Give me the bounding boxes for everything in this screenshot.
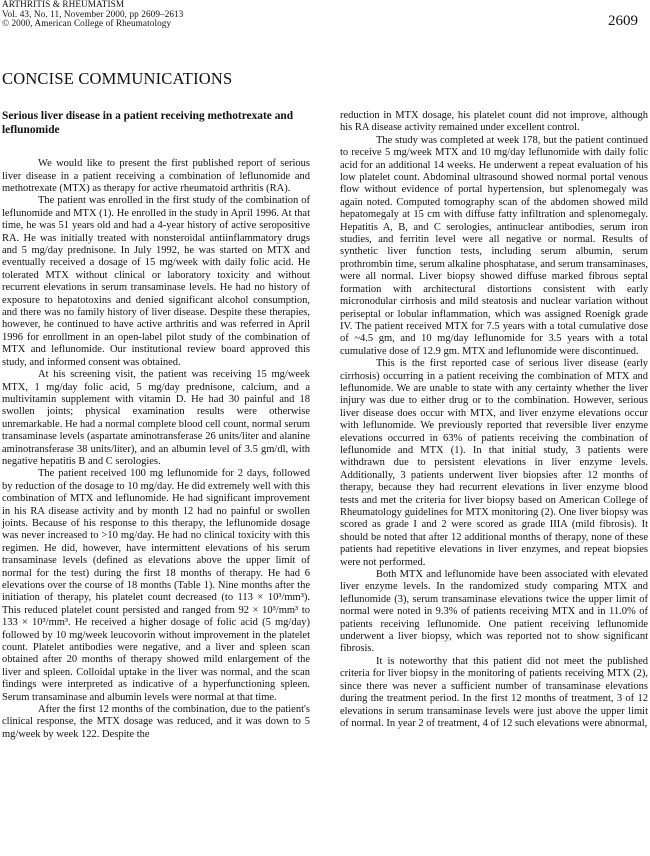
body-paragraph: The study was completed at week 178, but the patient continued to receive 5 mg/week MTX and 10 mg/day leflunomide with daily folic acid for an additional 14 weeks. He underwent a repeat evaluation of his low platelet count. Abdominal ultrasound showed normal portal venous flow without evidence of portal hypertension, but splenomegaly was again noted. Computed tomography scan of the abdomen showed mild hepatomegaly at 15 cm with diffuse fatty infiltration and splenomegaly. Hepatitis A, B, and C serologies, antinuclear antibodies, serum iron studies, and ferritin level were all negative or normal. Results of synthetic liver function tests, including serum albumin, serum prothrombin time, serum alkaline phosphatase, and serum transaminases, were all normal. Liver biopsy showed diffuse marked fibrous septal formation with architectural distortions consistent with early micronodular cirrhosis and mild steatosis and nuclear variation without periseptal or lobular inflammation, which was assigned Roenigk grade IV. The patient received MTX for 7.5 years with a total cumulative dose of ~4.5 gm, and 10 mg/day leflunomide for 3.5 years with a total cumulative dose of 12.9 gm. MTX and leflunomide were discontinued. [340, 134, 648, 357]
section-title: CONCISE COMMUNICATIONS [2, 69, 233, 88]
journal-volume-info: Vol. 43, No. 11, November 2000, pp 2609–2613 [2, 8, 184, 19]
left-column [2, 104, 310, 741]
page-number: 2609 [608, 13, 638, 29]
body-paragraph: The patient received 100 mg leflunomide for 2 days, followed by reduction of the dosage to 10 mg/day. He did extremely well with this combination of MTX and leflunomide. He had significant improvement in his RA disease activity and by month 12 had no painful or swollen joints. Because of his response to this therapy, the leflunomide dosage was never increased to >10 mg/day. He had no clinical toxicity with this regimen. He did, however, have intermittent elevations of his serum transaminase levels (defined as elevations above the upper limit of normal for the test) during the first 18 months of therapy. He had 6 elevations over the course of 18 months (Table 1). Nine months after the initiation of therapy, his platelet count decreased (to 113 × 10³/mm³). This reduced platelet count persisted and ranged from 92 × 10³/mm³ to 133 × 10³/mm³. He received a higher dosage of folic acid (5 mg/day) followed by 10 mg/week leucovorin without improvement in the platelet count. Platelet antibodies were negative, and a liver and spleen scan obtained after 20 months of therapy showed mild enlargement of the liver and spleen. Colloidal uptake in the liver was normal, and the scan findings were interpreted as indicative of a hyperfunctioning spleen. Serum transaminase and albumin levels were normal at that time. [2, 468, 310, 703]
body-paragraph-continued: reduction in MTX dosage, his platelet count did not improve, although his RA disease activity remained under excellent control. [340, 110, 648, 134]
article-title: Serious liver disease in a patient receiving methotrexate and leflunomide [2, 110, 294, 136]
body-paragraph: Both MTX and leflunomide have been associated with elevated liver enzyme levels. In the randomized study comparing MTX and leflunomide (3), serum transaminase elevations twice the upper limit of normal were noted in 9.3% of patients receiving MTX and in 11.0% of patients receiving leflunomide. One patient receiving leflunomide underwent a liver biopsy, which was reported not to show significant fibrosis. [340, 569, 648, 655]
body-paragraph: It is noteworthy that this patient did not meet the published criteria for liver biopsy in the monitoring of patients receiving MTX (2), since there was never a sufficient number of transaminase elevations during the treatment period. In the first 12 months of treatment, 3 of 12 elevations in serum transaminase levels were just above the upper limit of normal. In year 2 of treatment, 4 of 12 such elevations were abnormal, [340, 655, 648, 729]
journal-copyright: © 2000, American College of Rheumatology [2, 18, 172, 29]
body-paragraph: The patient was enrolled in the first study of the combination of leflunomide and MTX (1). He enrolled in the study in April 1996. At that time, he was 51 years old and had a 4-year history of active seropositive RA. He was initially treated with nonsteroidal antiinflammatory drugs and 5 mg/day prednisone. In July 1992, he was started on MTX and eventually received a dosage of 15 mg/week with daily folic acid. He tolerated MTX without clinical or laboratory toxicity and without recurrent elevations in serum transaminase levels. He had no history of exposure to hepatotoxins and denied significant alcohol consumption, and there was no family history of liver disease. Despite these therapies, however, he continued to have active arthritis and was referred in April 1996 for enrollment in an open-label pilot study of the combination of MTX and leflunomide. Our institutional review board approved this study, and informed consent was obtained. [2, 195, 310, 368]
right-column [340, 110, 648, 730]
body-paragraph: After the first 12 months of the combination, due to the patient's clinical response, the MTX dosage was reduced, and it was down to 5 mg/week by week 122. Despite the [2, 704, 310, 740]
journal-name: ARTHRITIS & RHEUMATISM [2, 0, 125, 9]
journal-header [2, 0, 648, 29]
body-paragraph: We would like to present the first published report of serious liver disease in a patient receiving a combination of leflunomide and methotrexate (MTX) as therapy for active rheumatoid arthritis (RA). [2, 158, 310, 194]
body-paragraph: At his screening visit, the patient was receiving 15 mg/week MTX, 1 mg/day folic acid, 5 mg/day prednisone, calcium, and a multivitamin supplement with vitamin D. He had 30 painful and 18 swollen joints; physical examination results were otherwise unremarkable. He had a normal complete blood cell count, normal serum transaminase levels (aspartate aminotransferase 26 units/liter and alanine aminotransferase 38 units/liter), and an albumin level of 3.5 gm/dl, with negative hepatitis B and C serologies. [2, 369, 310, 467]
body-paragraph: This is the first reported case of serious liver disease (early cirrhosis) occurring in a patient receiving the combination of MTX and leflunomide. We are unable to state with any certainty whether the liver injury was due to either drug or to the combination. However, serious liver disease does occur with MTX, and liver enzyme elevations occur with leflunomide. We previously reported that reversible liver enzyme elevations occurred in 63% of patients receiving the combination of leflunomide and MTX (1). In that initial study, 3 patients were withdrawn due to persistent elevations in liver enzyme levels. Additionally, 3 patients underwent liver biopsies after 12 months of therapy, because they had recurrent elevations in liver enzyme blood tests and met the criteria for liver biopsy based on American College of Rheumatology guidelines for MTX monitoring (2). One liver biopsy was scored as grade I and 2 were scored as grade IIIA (mild fibrosis). It should be noted that after 12 additional months of therapy, none of these patients had repetitive elevations in liver enzymes, and repeat biopsies were not performed. [340, 358, 648, 568]
